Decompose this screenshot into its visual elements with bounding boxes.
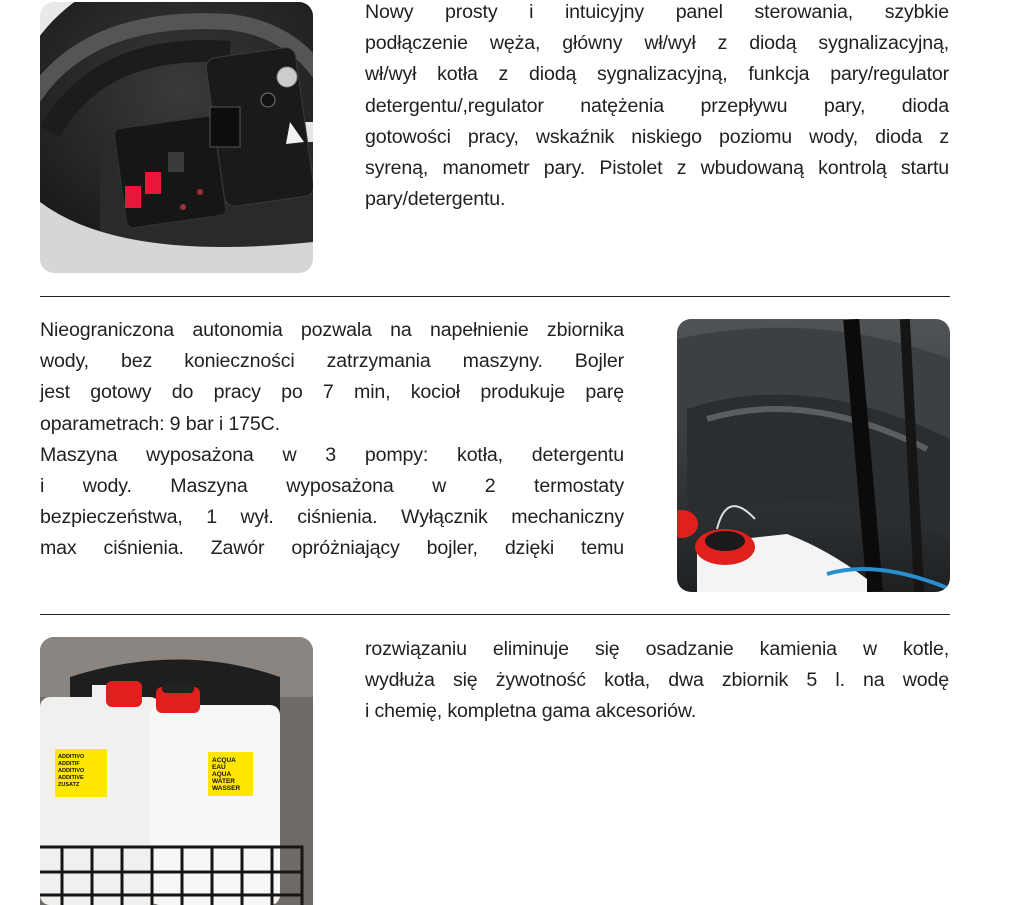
water-tank-illustration — [677, 319, 950, 592]
water-label-line: AQUA — [212, 771, 231, 778]
section2-line: wody, bez konieczności zatrzymania maszyny. Bojler — [40, 350, 624, 373]
section3-line: wydłuża się żywotność kotła, dwa zbiornik 5 l. na wodę — [365, 669, 949, 692]
section-divider — [40, 296, 950, 297]
water-tank-photo — [677, 319, 950, 592]
section1-line: gotowości pracy, wskaźnik niskiego poziomu wody, dioda z — [365, 125, 949, 148]
section3-line: rozwiązaniu eliminuje się osadzanie kamienia w kotle, — [365, 638, 949, 660]
canisters-illustration — [40, 637, 313, 905]
water-label-line: WATER — [212, 778, 235, 785]
additive-label-line: ADDITIVO — [58, 768, 85, 774]
section1-line: podłączenie węża, główny wł/wył z diodą sygnalizacyjną, — [365, 32, 949, 55]
section-divider — [40, 614, 950, 615]
canisters-photo — [40, 637, 313, 905]
water-label-line: EAU — [212, 764, 226, 771]
water-label-line: WASSER — [212, 785, 241, 792]
water-label-line: ACQUA — [212, 757, 236, 764]
section2-line: Maszyna wyposażona w 3 pompy: kotła, detergentu — [40, 443, 624, 466]
section1-line: detergentu/,regulator natężenia przepływu pary, dioda — [365, 94, 949, 117]
section2-line: bezpieczeństwa, 1 wył. ciśnienia. Wyłącznik mechaniczny — [40, 506, 624, 529]
section1-line: syreną, manometr pary. Pistolet z wbudowaną kontrolą startu — [365, 157, 949, 180]
additive-label-line: ZUSATZ — [58, 782, 80, 788]
additive-label-line: ADDITIVE — [58, 775, 84, 781]
section2-line: max ciśnienia. Zawór opróżniający bojler, dzięki temu — [40, 537, 624, 560]
section3-paragraph — [365, 634, 949, 728]
control-panel-photo — [40, 2, 313, 273]
section2-line: jest gotowy do pracy po 7 min, kocioł produkuje parę — [40, 381, 624, 404]
additive-label-line: ADDITIF — [58, 761, 80, 767]
section1-line: pary/detergentu. — [365, 188, 506, 211]
section2-line: oparametrach: 9 bar i 175C. — [40, 412, 280, 435]
section1-line: Nowy prosty i intuicyjny panel sterowania, szybkie — [365, 1, 949, 23]
section1-paragraph — [365, 0, 949, 215]
control-panel-illustration — [40, 2, 313, 273]
section1-line: wł/wył kotła z diodą sygnalizacyjną, funkcja pary/regulator — [365, 63, 949, 86]
section3-line: i chemię, kompletna gama akcesoriów. — [365, 700, 697, 723]
additive-label-line: ADDITIVO — [58, 754, 85, 760]
section2-line: Nieograniczona autonomia pozwala na napełnienie zbiornika — [40, 319, 624, 341]
section2-line: i wody. Maszyna wyposażona w 2 termostaty — [40, 475, 624, 498]
section2-paragraph — [40, 315, 624, 565]
